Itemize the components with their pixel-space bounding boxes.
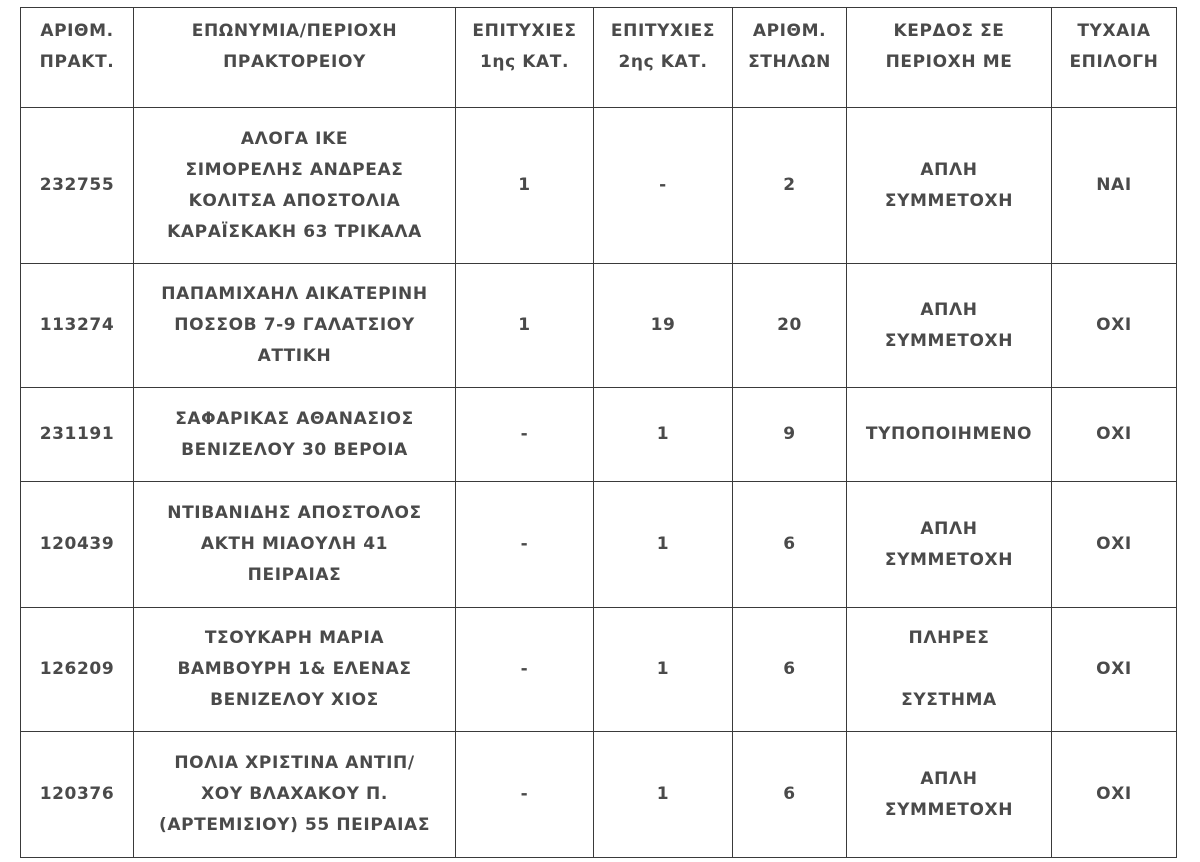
results-table <box>20 7 1177 858</box>
columns-cell: 2 <box>733 108 847 264</box>
table-row <box>21 108 1177 264</box>
wins-1st-cell: - <box>456 388 594 482</box>
columns-cell: 9 <box>733 388 847 482</box>
agency-name-cell: ΤΣΟΥΚΑΡΗ ΜΑΡΙΑ ΒΑΜΒΟΥΡΗ 1& ΕΛΕΝΑΣ ΒΕΝΙΖΕΛΟΥ ΧΙΟΣ <box>134 608 456 732</box>
header-wins-1st: ΕΠΙΤΥΧΙΕΣ 1ης ΚΑΤ. <box>456 8 594 108</box>
wins-2nd-cell: - <box>594 108 733 264</box>
wins-2nd-cell: 1 <box>594 732 733 858</box>
wins-1st-cell: 1 <box>456 264 594 388</box>
wins-2nd-cell: 1 <box>594 482 733 608</box>
agency-name-cell: ΑΛΟΓΑ ΙΚΕ ΣΙΜΟΡΕΛΗΣ ΑΝΔΡΕΑΣ ΚΟΛΙΤΣΑ ΑΠΟΣΤΟΛΙΑ ΚΑΡΑΪΣΚΑΚΗ 63 ΤΡΙΚΑΛΑ <box>134 108 456 264</box>
random-cell: ΟΧΙ <box>1052 482 1177 608</box>
table-row <box>21 388 1177 482</box>
agency-no-cell: 232755 <box>21 108 134 264</box>
columns-cell: 6 <box>733 608 847 732</box>
wins-1st-cell: 1 <box>456 108 594 264</box>
table-row <box>21 482 1177 608</box>
header-agency-no: ΑΡΙΘΜ. ΠΡΑΚΤ. <box>21 8 134 108</box>
agency-no-cell: 231191 <box>21 388 134 482</box>
header-random: ΤΥΧΑΙΑ ΕΠΙΛΟΓΗ <box>1052 8 1177 108</box>
header-wins-2nd: ΕΠΙΤΥΧΙΕΣ 2ης ΚΑΤ. <box>594 8 733 108</box>
random-cell: ΟΧΙ <box>1052 388 1177 482</box>
region-cell: ΠΛΗΡΕΣ ΣΥΣΤΗΜΑ <box>847 608 1052 732</box>
agency-no-cell: 120439 <box>21 482 134 608</box>
table-row <box>21 608 1177 732</box>
region-cell: ΑΠΛΗ ΣΥΜΜΕΤΟΧΗ <box>847 482 1052 608</box>
table-row <box>21 732 1177 858</box>
columns-cell: 6 <box>733 732 847 858</box>
random-cell: ΝΑΙ <box>1052 108 1177 264</box>
wins-2nd-cell: 19 <box>594 264 733 388</box>
agency-no-cell: 120376 <box>21 732 134 858</box>
random-cell: ΟΧΙ <box>1052 732 1177 858</box>
agency-no-cell: 126209 <box>21 608 134 732</box>
region-cell: ΑΠΛΗ ΣΥΜΜΕΤΟΧΗ <box>847 732 1052 858</box>
header-row <box>21 8 1177 108</box>
wins-1st-cell: - <box>456 608 594 732</box>
region-spacer <box>851 654 1047 685</box>
agency-name-cell: ΠΑΠΑΜΙΧΑΗΛ ΑΙΚΑΤΕΡΙΝΗ ΠΟΣΣΟΒ 7-9 ΓΑΛΑΤΣΙΟΥ ΑΤΤΙΚΗ <box>134 264 456 388</box>
header-columns: ΑΡΙΘΜ. ΣΤΗΛΩΝ <box>733 8 847 108</box>
agency-name-cell: ΣΑΦΑΡΙΚΑΣ ΑΘΑΝΑΣΙΟΣ ΒΕΝΙΖΕΛΟΥ 30 ΒΕΡΟΙΑ <box>134 388 456 482</box>
wins-1st-cell: - <box>456 732 594 858</box>
region-cell: ΤΥΠΟΠΟΙΗΜΕΝΟ <box>847 388 1052 482</box>
wins-1st-cell: - <box>456 482 594 608</box>
agency-name-cell: ΠΟΛΙΑ ΧΡΙΣΤΙΝΑ ΑΝΤΙΠ/ ΧΟΥ ΒΛΑΧΑΚΟΥ Π. (ΑΡΤΕΜΙΣΙΟΥ) 55 ΠΕΙΡΑΙΑΣ <box>134 732 456 858</box>
wins-2nd-cell: 1 <box>594 608 733 732</box>
columns-cell: 6 <box>733 482 847 608</box>
header-region: ΚΕΡΔΟΣ ΣΕ ΠΕΡΙΟΧΗ ΜΕ <box>847 8 1052 108</box>
table-row <box>21 264 1177 388</box>
columns-cell: 20 <box>733 264 847 388</box>
agency-no-cell: 113274 <box>21 264 134 388</box>
header-agency-name: ΕΠΩΝΥΜΙΑ/ΠΕΡΙΟΧΗ ΠΡΑΚΤΟΡΕΙΟΥ <box>134 8 456 108</box>
wins-2nd-cell: 1 <box>594 388 733 482</box>
random-cell: ΟΧΙ <box>1052 264 1177 388</box>
agency-name-cell: ΝΤΙΒΑΝΙΔΗΣ ΑΠΟΣΤΟΛΟΣ ΑΚΤΗ ΜΙΑΟΥΛΗ 41 ΠΕΙΡΑΙΑΣ <box>134 482 456 608</box>
random-cell: ΟΧΙ <box>1052 608 1177 732</box>
region-cell: ΑΠΛΗ ΣΥΜΜΕΤΟΧΗ <box>847 108 1052 264</box>
region-cell: ΑΠΛΗ ΣΥΜΜΕΤΟΧΗ <box>847 264 1052 388</box>
